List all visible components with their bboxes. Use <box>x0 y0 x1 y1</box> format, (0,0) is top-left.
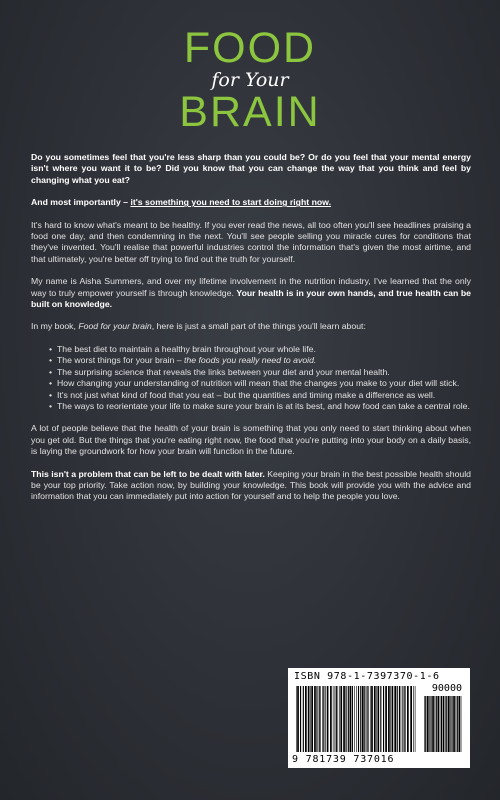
title-for-your: for Your <box>211 69 289 91</box>
important-lead: And most importantly – <box>31 197 131 208</box>
action-bold: This isn't a problem that can be left to be dealt with later. <box>31 468 265 479</box>
cover-title <box>0 26 500 134</box>
title-food: FOOD <box>183 24 317 72</box>
book-lead: In my book, <box>31 321 79 332</box>
learn-list <box>49 344 471 412</box>
list-item <box>49 401 471 412</box>
book-rest: , here is just a small part of the things you'll learn about: <box>151 321 366 332</box>
bullet-text: The best diet to maintain a healthy brain throughout your whole life. <box>57 343 316 354</box>
barcode-addon-bars-icon <box>424 696 462 752</box>
isbn-barcode <box>288 668 470 768</box>
author-bold: Your health is in your own hands, and true health can be built on knowledge. <box>31 287 471 310</box>
intro-question: Do you sometimes feel that you're less sharp than you could be? Or do you feel that your mental energy isn't where you want it to be? Did you know that you can change the way that you think and feel by changing what you eat? <box>31 152 471 185</box>
barcode-bars-icon <box>296 686 416 752</box>
ean-number: 9 781739 737016 <box>292 754 395 765</box>
paragraph-book <box>31 321 471 332</box>
important-underlined: it's something you need to start doing right now. <box>130 197 332 208</box>
price-code: 90000 <box>431 683 462 694</box>
isbn-number: ISBN 978-1-7397370-1-6 <box>294 671 440 682</box>
title-brain: BRAIN <box>179 88 321 136</box>
bullet-text: The worst things for your brain – <box>57 355 184 366</box>
paragraph-author <box>31 276 471 310</box>
blurb-body <box>31 152 471 514</box>
action-text: Keeping your brain in the best possible health should be your top priority. Take action now, by building your knowledge. This book will provide you with the advice and information that you can immediately put into action for yourself and to help the people you love. <box>31 468 472 502</box>
bullet-text: How changing your understanding of nutrition will mean that the changes you make to your diet will stick. <box>57 378 460 389</box>
important-line <box>31 197 471 208</box>
book-title-italic: Food for your brain <box>78 321 152 332</box>
bullet-text: It's not just what kind of food that you eat – but the quantities and timing make a difference as well. <box>57 389 436 400</box>
paragraph-action <box>31 469 471 503</box>
bullet-text: The surprising science that reveals the links between your diet and your mental health. <box>57 366 390 377</box>
bullet-italic: the foods you really need to avoid. <box>184 355 317 366</box>
paragraph-people: A lot of people believe that the health of your brain is something that you only need to start thinking about when you get old. But the things that you're eating right now, the food that you're putting into your body on a daily basis, is laying the groundwork for how your brain will function in the future. <box>31 423 471 457</box>
author-text: My name is Aisha Summers, and over my lifetime involvement in the nutrition industry, I've learned that the only way to truly empower yourself is through knowledge. <box>31 276 471 298</box>
list-item <box>49 378 471 389</box>
list-item <box>49 344 471 355</box>
list-item <box>49 355 471 366</box>
paragraph-healthy: It's hard to know what's meant to be healthy. If you ever read the news, all too often you'll see headlines praising a food one day, and then condemning in the next. You'll see people selling you miracle cures for conditions that they've invented. You'll realise that powerful industries control the information that's given the most airtime, and that ultimately, you're better off trying to find out the truth for yourself. <box>31 219 471 264</box>
list-item <box>49 367 471 378</box>
list-item <box>49 390 471 401</box>
bullet-text: The ways to reorientate your life to make sure your brain is at its best, and how food can take a central role. <box>57 400 470 411</box>
